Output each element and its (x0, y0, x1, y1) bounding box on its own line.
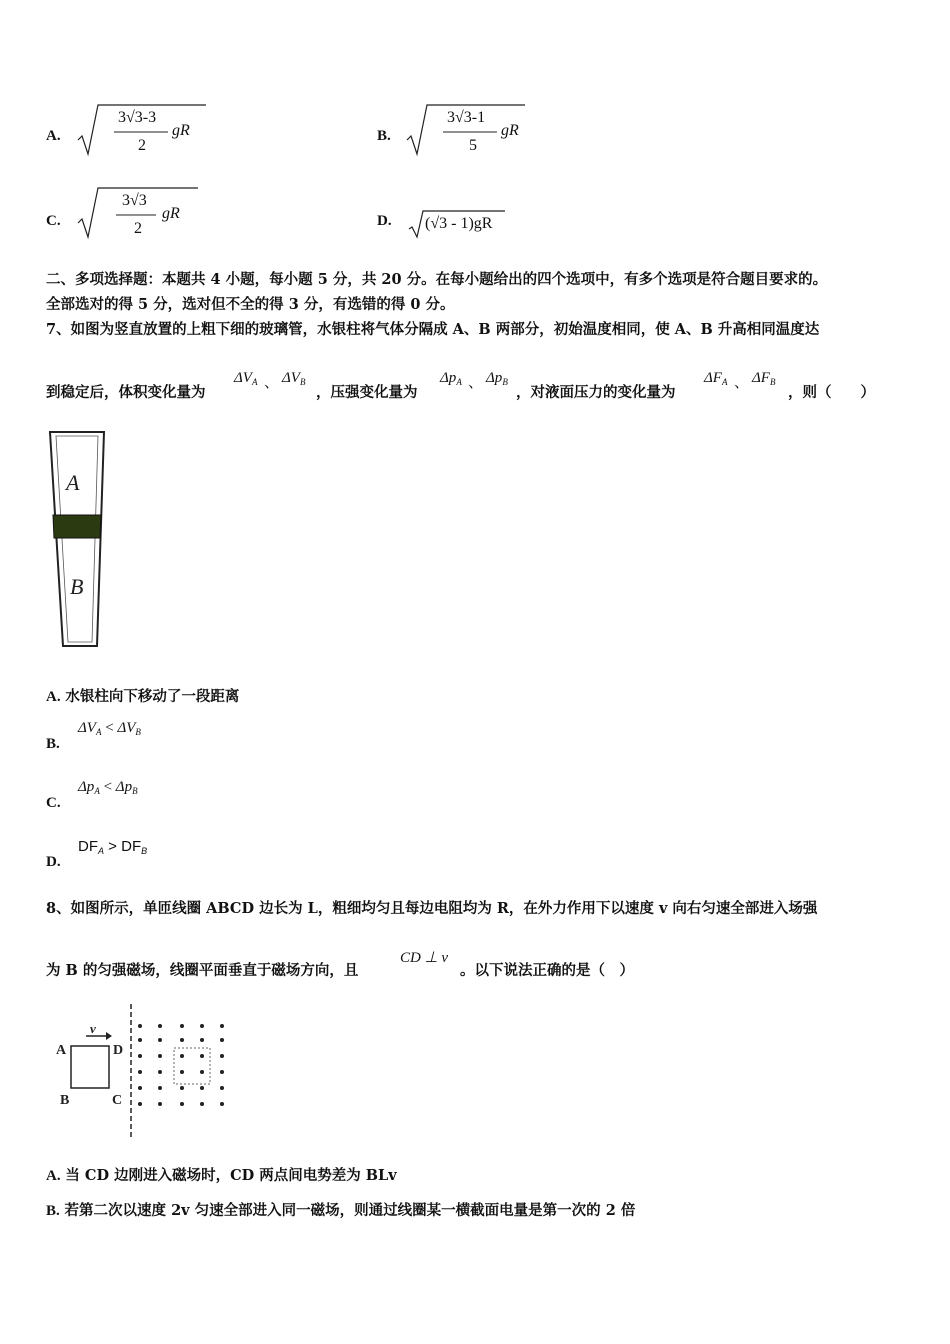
field-dot-icon (180, 1038, 184, 1042)
field-dot-icon (180, 1054, 184, 1058)
corner-label-c: C (112, 1093, 123, 1108)
fraction-tail: gR (162, 205, 180, 222)
option-label: A. (46, 689, 61, 705)
field-dot-icon (220, 1024, 224, 1028)
field-dot-icon (158, 1102, 162, 1106)
gas-label-b: B (70, 574, 84, 599)
option-text: 当 CD 边刚进入磁场时，CD 两点间电势差为 BLv (65, 1167, 397, 1184)
q7-option-a (46, 685, 239, 708)
fraction-tail: gR (172, 122, 190, 139)
subscript-a: A (721, 377, 728, 387)
sqrt-expression: (√3 - 1)gR (425, 215, 493, 232)
gas-label-a: A (66, 470, 80, 495)
inequality-expression: $\Delta V_A < \Delta V_B$ (78, 720, 141, 737)
field-dot-icon (158, 1054, 162, 1058)
delta-v-symbol: ΔV (234, 370, 252, 386)
field-dot-icon (138, 1102, 142, 1106)
field-dot-icon (138, 1024, 142, 1028)
q8-stem-line1: 8、如图所示，单匝线圈 ABCD 边长为 L，粗细均匀且每边电阻均为 R，在外力作用下以速度 v 向右匀速全部进入场强 (46, 900, 818, 917)
field-dot-icon (220, 1070, 224, 1074)
q6-option-a (46, 100, 246, 160)
fraction-numerator: 3√3-1 (447, 109, 486, 126)
q8-text-seg1: 为 B 的匀强磁场，线圈平面垂直于磁场方向，且 (46, 962, 359, 979)
q7-text-seg3: ，对液面压力的变化量为 (516, 384, 676, 401)
q6-option-d (377, 203, 577, 243)
field-dot-icon (138, 1070, 142, 1074)
option-text: 水银柱向下移动了一段距离 (65, 688, 240, 705)
field-dot-icon (200, 1024, 204, 1028)
separator: 、 (734, 373, 750, 391)
delta-v-symbol: ΔV (282, 370, 300, 386)
separator: 、 (468, 373, 484, 391)
corner-label-a: A (56, 1043, 67, 1058)
field-dot-icon (158, 1038, 162, 1042)
delta-p-symbol: Δp (440, 370, 457, 386)
field-dot-icon (220, 1102, 224, 1106)
q7-text-seg1: 到稳定后，体积变化量为 (46, 384, 206, 401)
q7-text-seg2: ，压强变化量为 (316, 384, 418, 401)
fraction-tail: gR (501, 122, 519, 139)
subscript-b: B (299, 377, 306, 387)
mercury-column (53, 515, 101, 538)
q7-stem-line2 (46, 368, 926, 408)
q6-option-c (46, 183, 246, 243)
option-label: C. (46, 213, 61, 229)
field-dot-icon (158, 1086, 162, 1090)
option-label: A. (46, 128, 61, 144)
field-dot-icon (158, 1070, 162, 1074)
q7-text-seg4: ，则（ ） (788, 384, 875, 401)
delta-f-a (704, 370, 727, 387)
option-text: 若第二次以速度 2v 匀速全部进入同一磁场，则通过线圈某一横截面电量是第一次的 2 倍 (64, 1202, 636, 1219)
q7-option-c (46, 777, 246, 817)
q8-text-seg2: 。以下说法正确的是（ ） (460, 962, 634, 979)
field-dot-icon (180, 1024, 184, 1028)
delta-v-b (282, 370, 305, 387)
option-label: D. (46, 854, 61, 870)
field-dot-icon (200, 1070, 204, 1074)
q8-option-b (46, 1199, 635, 1222)
fraction-denominator: 2 (138, 137, 146, 154)
subscript-b: B (502, 377, 508, 387)
q8-stem-line2 (46, 946, 746, 986)
glass-tube-outline (50, 432, 104, 646)
fraction-numerator: 3√3-3 (118, 109, 157, 126)
field-dot-icon (220, 1086, 224, 1090)
delta-p-a (440, 370, 462, 387)
option-label: B. (46, 736, 60, 752)
q8-coil-field-figure (54, 1000, 240, 1144)
inequality-expression: $DF_A > DF_B$ (78, 838, 148, 856)
section-heading: 二、多项选择题：本题共 4 小题，每小题 5 分，共 20 分。在每小题给出的四个选项中，有多个选项是符合题目要求的。 (46, 271, 828, 288)
field-dot-icon (200, 1054, 204, 1058)
delta-f-symbol: ΔF (704, 370, 722, 386)
coil-ghost-inside-field (174, 1048, 210, 1084)
field-dot-icon (200, 1102, 204, 1106)
option-label: B. (377, 128, 391, 144)
field-dot-icon (180, 1086, 184, 1090)
subscript-a: A (456, 377, 462, 387)
corner-label-b: B (60, 1093, 70, 1108)
q8-option-a (46, 1164, 397, 1187)
option-label: B. (46, 1203, 60, 1219)
field-dot-icon (220, 1038, 224, 1042)
section-instructions: 全部选对的得 5 分，选对但不全的得 3 分，有选错的得 0 分。 (46, 296, 455, 313)
q7-option-d (46, 836, 246, 876)
field-dot-icon (158, 1024, 162, 1028)
field-dot-icon (200, 1086, 204, 1090)
option-label: C. (46, 795, 61, 811)
velocity-label: v (90, 1021, 96, 1036)
field-dot-icon (220, 1054, 224, 1058)
option-label: D. (377, 213, 392, 229)
delta-f-b (752, 370, 775, 387)
field-dot-icon (138, 1086, 142, 1090)
q6-option-b (377, 100, 577, 160)
corner-label-d: D (113, 1043, 124, 1058)
velocity-arrowhead-icon (106, 1032, 112, 1040)
separator: 、 (264, 373, 280, 391)
field-dot-icon (138, 1038, 142, 1042)
delta-f-symbol: ΔF (752, 370, 770, 386)
field-dot-icon (138, 1054, 142, 1058)
field-dot-icon (180, 1102, 184, 1106)
option-label: A. (46, 1168, 61, 1184)
fraction-denominator: 5 (469, 137, 477, 154)
perpendicular-condition: CD ⊥ v (400, 950, 449, 966)
inequality-expression: $\Delta p_A < \Delta p_B$ (78, 779, 138, 796)
delta-p-symbol: Δp (486, 370, 503, 386)
magnetic-field-dots (138, 1024, 224, 1106)
field-dot-icon (180, 1070, 184, 1074)
q7-option-b (46, 718, 246, 758)
subscript-b: B (769, 377, 776, 387)
q7-stem-line1: 7、如图为竖直放置的上粗下细的玻璃管，水银柱将气体分隔成 A、B 两部分，初始温度相同，使 A、B 升高相同温度达 (46, 321, 820, 338)
field-dot-icon (200, 1038, 204, 1042)
coil-abcd (71, 1046, 109, 1088)
delta-p-b (486, 370, 508, 387)
fraction-numerator: 3√3 (122, 192, 147, 209)
fraction-denominator: 2 (134, 220, 142, 237)
q7-tube-figure (44, 428, 110, 652)
subscript-a: A (251, 377, 258, 387)
delta-v-a (234, 370, 257, 387)
